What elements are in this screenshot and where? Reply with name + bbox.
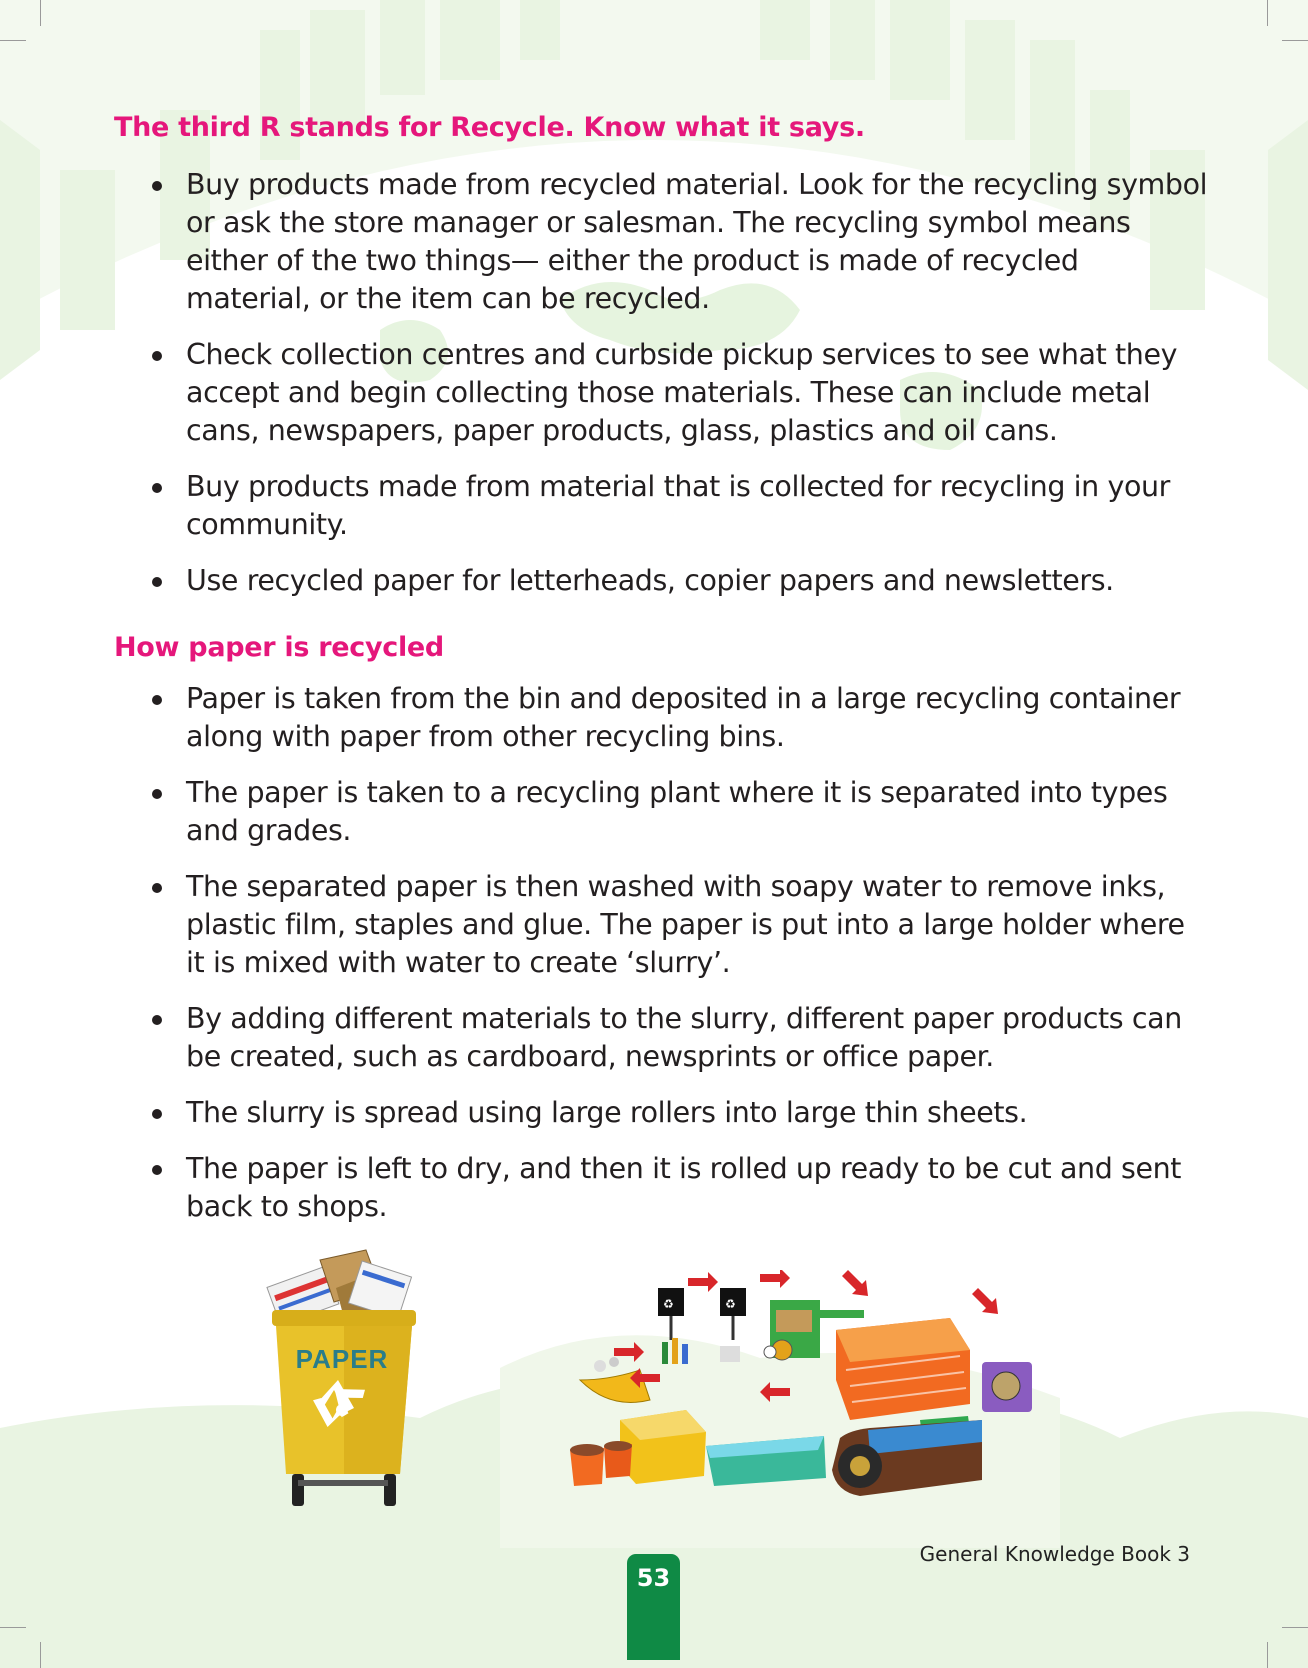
section-heading-paper-recycling: How paper is recycled [114,632,444,663]
page-number-tab [627,1554,680,1660]
paper-recycling-bin-illustration [262,1248,422,1510]
list-item: Check collection centres and curbside pickup services to see what they accept and begin collecting those materials. These can include metal cans, newspapers, paper products, glass, plastics and oil cans. [150,336,1210,450]
crop-mark [40,1642,41,1668]
section-heading-recycle: The third R stands for Recycle. Know what it says. [114,112,865,143]
crop-mark [40,0,41,26]
recycle-tips-list [150,166,1210,600]
list-item: The slurry is spread using large rollers into large thin sheets. [150,1094,1210,1132]
list-item: Buy products made from material that is collected for recycling in your community. [150,468,1210,544]
crop-mark [0,40,26,41]
list-item: Buy products made from recycled material. Look for the recycling symbol or ask the store manager or salesman. The recycling symbol means either of the two things— either the product is made of recycled material, or the item can be recycled. [150,166,1210,318]
paper-recycling-process-illustration [570,1270,1090,1500]
crop-mark [1282,40,1308,41]
svg-text:♻: ♻ [725,1297,736,1311]
page-number: 53 [636,1564,671,1592]
list-item: The paper is left to dry, and then it is rolled up ready to be cut and sent back to shops. [150,1150,1210,1226]
list-item: The separated paper is then washed with soapy water to remove inks, plastic film, staples and glue. The paper is put into a large holder where it is mixed with water to create ‘slurry’. [150,868,1210,982]
list-item: Paper is taken from the bin and deposited in a large recycling container along with paper from other recycling bins. [150,680,1210,756]
book-title: General Knowledge Book 3 [919,1542,1190,1566]
crop-mark [0,1627,26,1628]
crop-mark [1267,0,1268,26]
list-item: Use recycled paper for letterheads, copier papers and newsletters. [150,562,1210,600]
svg-text:♻: ♻ [663,1297,674,1311]
crop-mark [1267,1642,1268,1668]
crop-mark [1282,1627,1308,1628]
list-item: The paper is taken to a recycling plant where it is separated into types and grades. [150,774,1210,850]
paper-recycling-steps-list [150,680,1210,1226]
list-item: By adding different materials to the slurry, different paper products can be created, such as cardboard, newsprints or office paper. [150,1000,1210,1076]
bin-label: PAPER [295,1344,389,1374]
